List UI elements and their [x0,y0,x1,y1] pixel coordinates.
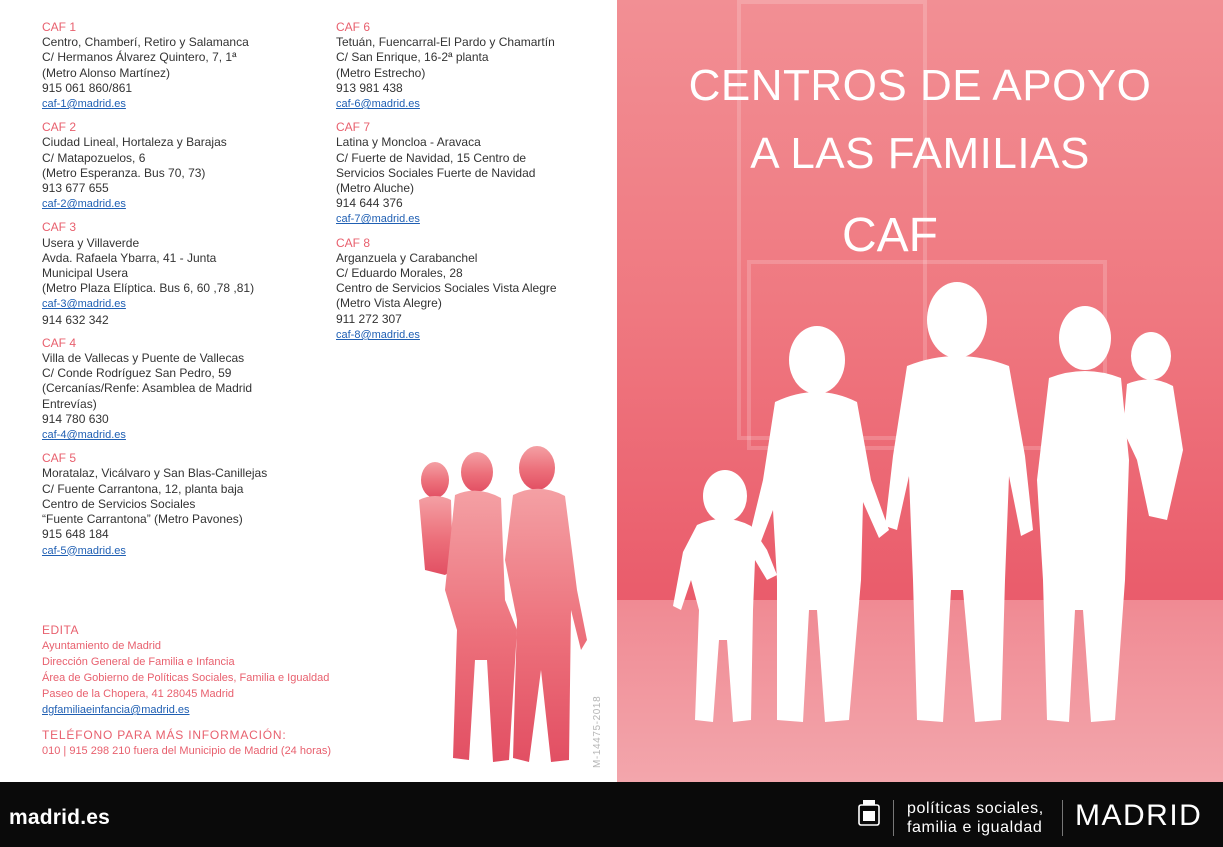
caf-line: 911 272 307 [336,311,402,326]
caf-line: C/ Fuente Carrantona, 12, planta baja [42,481,244,496]
caf-email-link[interactable]: caf-6@madrid.es [336,98,420,111]
edita-line: Ayuntamiento de Madrid [42,640,162,652]
cover-title-line: A LAS FAMILIAS [750,129,1090,178]
department-line: políticas sociales, [907,800,1044,817]
madrid-es-link[interactable]: madrid.es [9,806,111,829]
caf-title: CAF 7 [336,120,371,135]
caf-line: (Cercanías/Renfe: Asamblea de Madrid [42,381,253,396]
madrid-logo: MADRID [1075,799,1203,832]
legal-deposit: M-14475-2018 [592,695,603,768]
family-silhouette-illustration [405,440,595,770]
caf-line: (Metro Alonso Martínez) [42,65,171,80]
caf-line: Centro de Servicios Sociales Vista Alegre [336,281,557,296]
caf-email-link[interactable]: caf-1@madrid.es [42,98,126,111]
cover-title [617,52,1223,188]
caf-line: Latina y Moncloa - Aravaca [336,135,481,150]
caf-line: Entrevías) [42,396,97,411]
caf-line: 914 780 630 [42,411,109,426]
family-silhouette-illustration [617,280,1223,740]
edita-label: EDITA [42,623,79,637]
caf-line: Centro, Chamberí, Retiro y Salamanca [42,35,249,50]
edita-email-link[interactable]: dgfamiliaeinfancia@madrid.es [42,704,190,716]
caf-title: CAF 4 [42,335,77,350]
caf-line: Servicios Sociales Fuerte de Navidad [336,165,536,180]
caf-line: C/ Matapozuelos, 6 [42,150,146,165]
caf-column-1 [42,20,327,567]
info-phone-text: 010 | 915 298 210 fuera del Municipio de Madrid (24 horas) [42,745,332,757]
caf-line: 913 677 655 [42,181,109,196]
caf-line: 914 632 342 [42,312,109,327]
caf-title: CAF 3 [42,220,77,235]
caf-entry [336,20,611,112]
footer-separator [1062,800,1063,836]
caf-line: 914 644 376 [336,196,403,211]
edita-line: Paseo de la Chopera, 41 28045 Madrid [42,688,235,700]
caf-entry [42,220,327,327]
caf-email-link[interactable]: caf-8@madrid.es [336,328,420,341]
caf-line: (Metro Estrecho) [336,65,426,80]
caf-line: 915 648 184 [42,527,109,542]
info-panel [0,0,617,782]
caf-entry [42,20,327,112]
caf-line: C/ San Enrique, 16-2ª planta [336,50,489,65]
info-phone-block [42,727,372,759]
cover-caf-title: CAF [842,209,938,262]
caf-email-link[interactable]: caf-3@madrid.es [42,298,126,311]
caf-title: CAF 5 [42,451,77,466]
footer-bar [0,782,1223,847]
caf-entry [42,336,327,443]
caf-entry [42,451,327,558]
caf-line: (Metro Aluche) [336,181,415,196]
caf-line: (Metro Esperanza. Bus 70, 73) [42,165,206,180]
department-line: familia e igualdad [907,819,1043,836]
caf-title: CAF 8 [336,235,371,250]
caf-line: Arganzuela y Carabanchel [336,250,478,265]
caf-entry [336,120,611,227]
edita-block [42,622,372,718]
caf-line: C/ Fuerte de Navidad, 15 Centro de [336,150,527,165]
caf-line: C/ Hermanos Álvarez Quintero, 7, 1ª [42,50,237,65]
caf-entry [336,236,611,343]
caf-title: CAF 6 [336,20,371,34]
caf-line: Tetuán, Fuencarral-El Pardo y Chamartín [336,35,555,50]
caf-line: Moratalaz, Vicálvaro y San Blas-Canillejas [42,466,268,481]
caf-line: Usera y Villaverde [42,235,140,250]
caf-line: C/ Conde Rodríguez San Pedro, 59 [42,366,232,381]
caf-line: 915 061 860/861 [42,80,133,95]
caf-entry [42,120,327,212]
department-name [907,799,1044,837]
caf-line: 913 981 438 [336,80,403,95]
caf-line: Avda. Rafaela Ybarra, 41 - Junta [42,250,217,265]
caf-email-link[interactable]: caf-5@madrid.es [42,544,126,557]
caf-email-link[interactable]: caf-4@madrid.es [42,429,126,442]
edita-line: Dirección General de Familia e Infancia [42,656,235,668]
caf-email-link[interactable]: caf-2@madrid.es [42,198,126,211]
caf-line: Ciudad Lineal, Hortaleza y Barajas [42,135,227,150]
madrid-crest-icon [858,799,880,829]
caf-title: CAF 2 [42,120,77,135]
caf-line: Centro de Servicios Sociales [42,496,196,511]
cover-panel [617,0,1223,782]
caf-line: C/ Eduardo Morales, 28 [336,266,463,281]
cover-title-line: CENTROS DE APOYO [688,61,1152,110]
caf-line: (Metro Vista Alegre) [336,296,442,311]
caf-title: CAF 1 [42,20,77,34]
caf-line: Municipal Usera [42,266,129,281]
footer-separator [893,800,894,836]
caf-line: Villa de Vallecas y Puente de Vallecas [42,351,245,366]
info-phone-label: TELÉFONO PARA MÁS INFORMACIÓN: [42,728,287,742]
caf-line: (Metro Plaza Elíptica. Bus 6, 60 ,78 ,81) [42,281,255,296]
caf-column-2 [336,20,611,351]
caf-email-link[interactable]: caf-7@madrid.es [336,213,420,226]
edita-line: Área de Gobierno de Políticas Sociales, Familia e Igualdad [42,672,330,684]
caf-line: “Fuente Carrantona” (Metro Pavones) [42,512,243,527]
